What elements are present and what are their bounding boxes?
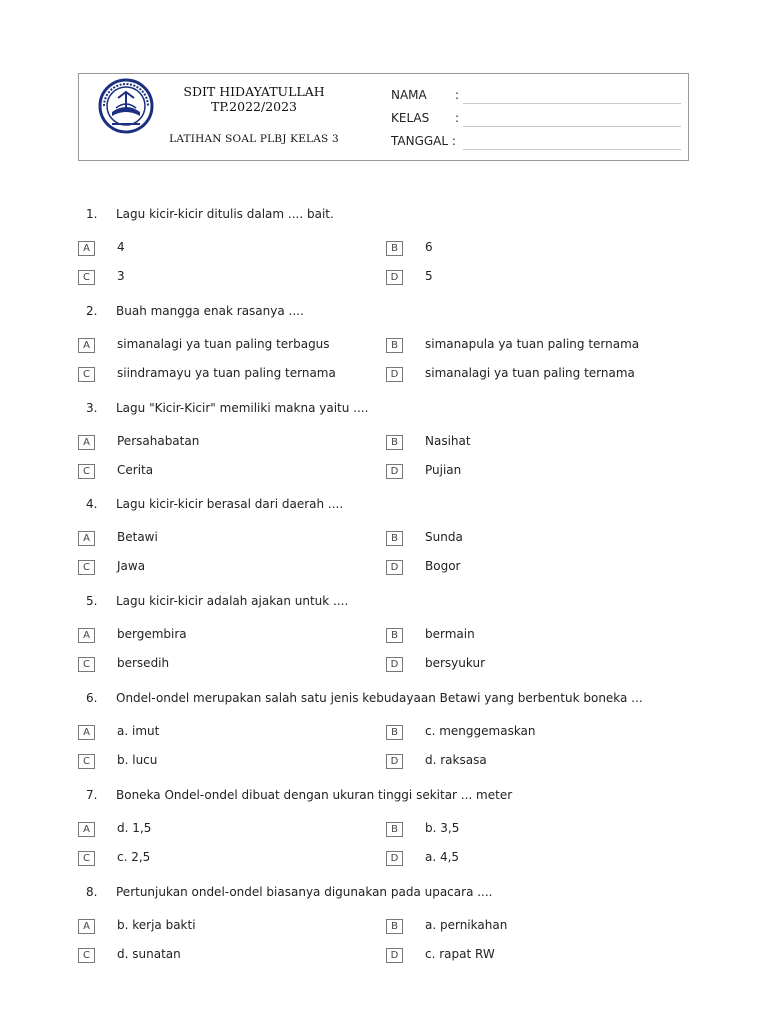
question-text: Pertunjukan ondel-ondel biasanya digunakan pada upacara .... xyxy=(116,884,493,899)
option-text: d. 1,5 xyxy=(117,820,152,835)
question-number: 6. xyxy=(86,691,98,705)
date-label: TANGGAL : xyxy=(391,134,456,148)
date-line[interactable] xyxy=(463,149,681,150)
option-text: Persahabatan xyxy=(117,433,200,448)
option-text: bersyukur xyxy=(425,656,486,671)
option-text: Pujian xyxy=(425,462,462,477)
question-text: Boneka Ondel-ondel dibuat dengan ukuran tinggi sekitar ... meter xyxy=(116,787,513,802)
option-letter-box[interactable]: D xyxy=(386,270,403,285)
name-colon: : xyxy=(455,88,460,102)
name-line[interactable] xyxy=(463,103,681,104)
question-number: 7. xyxy=(86,787,98,802)
option-letter-box[interactable]: A xyxy=(78,338,95,353)
option-letter-box[interactable]: B xyxy=(386,822,403,837)
option-letter-box[interactable]: C xyxy=(78,657,95,672)
class-label: KELAS xyxy=(391,111,430,125)
option-letter-box[interactable]: A xyxy=(78,822,95,837)
question-text: Lagu kicir-kicir ditulis dalam .... bait. xyxy=(116,207,334,221)
option-text: Nasihat xyxy=(425,433,471,448)
question-number: 4. xyxy=(86,497,98,512)
option-letter-box[interactable]: A xyxy=(78,241,95,256)
option-text: 3 xyxy=(117,269,125,283)
name-field[interactable] xyxy=(391,86,681,106)
option-text: bermain xyxy=(425,627,475,642)
question-number: 1. xyxy=(86,207,98,221)
option-text: 5 xyxy=(425,269,433,283)
option-letter-box[interactable]: A xyxy=(78,531,95,546)
option-text: simanalagi ya tuan paling ternama xyxy=(425,365,635,380)
school-name-block xyxy=(159,84,349,114)
option-letter-box[interactable]: C xyxy=(78,270,95,285)
option-letter-box[interactable]: A xyxy=(78,725,95,740)
option-letter-box[interactable]: D xyxy=(386,657,403,672)
option-letter-box[interactable]: B xyxy=(386,241,403,256)
option-text: simanapula ya tuan paling ternama xyxy=(425,336,640,351)
option-letter-box[interactable]: D xyxy=(386,851,403,866)
question-text: Buah mangga enak rasanya .... xyxy=(116,303,304,318)
option-text: a. imut xyxy=(117,724,160,738)
option-letter-box[interactable]: B xyxy=(386,531,403,546)
option-text: c. 2,5 xyxy=(117,849,151,864)
option-letter-box[interactable]: D xyxy=(386,948,403,963)
option-letter-box[interactable]: A xyxy=(78,435,95,450)
option-text: a. 4,5 xyxy=(425,849,460,864)
option-letter-box[interactable]: B xyxy=(386,919,403,934)
option-text: a. pernikahan xyxy=(425,917,508,932)
option-text: c. rapat RW xyxy=(425,946,495,961)
option-letter-box[interactable]: B xyxy=(386,435,403,450)
question-number: 8. xyxy=(86,884,98,899)
option-text: b. kerja bakti xyxy=(117,917,196,932)
question-number: 3. xyxy=(86,400,98,415)
option-letter-box[interactable]: C xyxy=(78,948,95,963)
exam-title: LATIHAN SOAL PLBJ KELAS 3 xyxy=(169,133,339,145)
option-text: simanalagi ya tuan paling terbagus xyxy=(117,336,330,351)
option-text: siindramayu ya tuan paling ternama xyxy=(117,365,336,380)
question-text: Lagu kicir-kicir berasal dari daerah .... xyxy=(116,497,344,512)
option-letter-box[interactable]: C xyxy=(78,754,95,769)
option-letter-box[interactable]: C xyxy=(78,464,95,479)
header-box xyxy=(78,73,689,161)
option-letter-box[interactable]: D xyxy=(386,754,403,769)
option-text: d. raksasa xyxy=(425,753,487,767)
question-number: 5. xyxy=(86,594,98,609)
class-field[interactable] xyxy=(391,109,681,129)
option-letter-box[interactable]: A xyxy=(78,628,95,643)
school-name: SDIT HIDAYATULLAH xyxy=(183,84,325,99)
class-line[interactable] xyxy=(463,126,681,127)
option-text: Cerita xyxy=(117,462,154,477)
option-text: Bogor xyxy=(425,559,461,574)
question-number: 2. xyxy=(86,303,98,318)
option-letter-box[interactable]: A xyxy=(78,919,95,934)
option-text: Betawi xyxy=(117,530,158,545)
option-letter-box[interactable]: D xyxy=(386,464,403,479)
school-year: TP.2022/2023 xyxy=(210,99,298,114)
option-letter-box[interactable]: C xyxy=(78,851,95,866)
option-letter-box[interactable]: D xyxy=(386,367,403,382)
option-letter-box[interactable]: C xyxy=(78,367,95,382)
date-field[interactable] xyxy=(391,132,681,152)
option-text: 4 xyxy=(117,240,125,254)
option-letter-box[interactable]: D xyxy=(386,560,403,575)
option-text: bergembira xyxy=(117,627,187,642)
question-text: Lagu "Kicir-Kicir" memiliki makna yaitu .... xyxy=(116,400,369,415)
option-text: d. sunatan xyxy=(117,946,181,961)
option-text: b. lucu xyxy=(117,753,158,767)
class-colon: : xyxy=(455,111,460,125)
option-text: c. menggemaskan xyxy=(425,724,536,738)
question-text: Lagu kicir-kicir adalah ajakan untuk .... xyxy=(116,594,349,609)
school-emblem-icon xyxy=(98,78,154,134)
option-text: Jawa xyxy=(117,559,146,574)
name-label: NAMA xyxy=(391,88,427,102)
option-text: 6 xyxy=(425,240,433,254)
option-text: bersedih xyxy=(117,656,170,671)
option-letter-box[interactable]: B xyxy=(386,338,403,353)
option-text: Sunda xyxy=(425,530,463,545)
option-letter-box[interactable]: B xyxy=(386,725,403,740)
question-text: Ondel-ondel merupakan salah satu jenis kebudayaan Betawi yang berbentuk boneka ... xyxy=(116,691,643,705)
option-letter-box[interactable]: B xyxy=(386,628,403,643)
option-letter-box[interactable]: C xyxy=(78,560,95,575)
option-text: b. 3,5 xyxy=(425,820,460,835)
